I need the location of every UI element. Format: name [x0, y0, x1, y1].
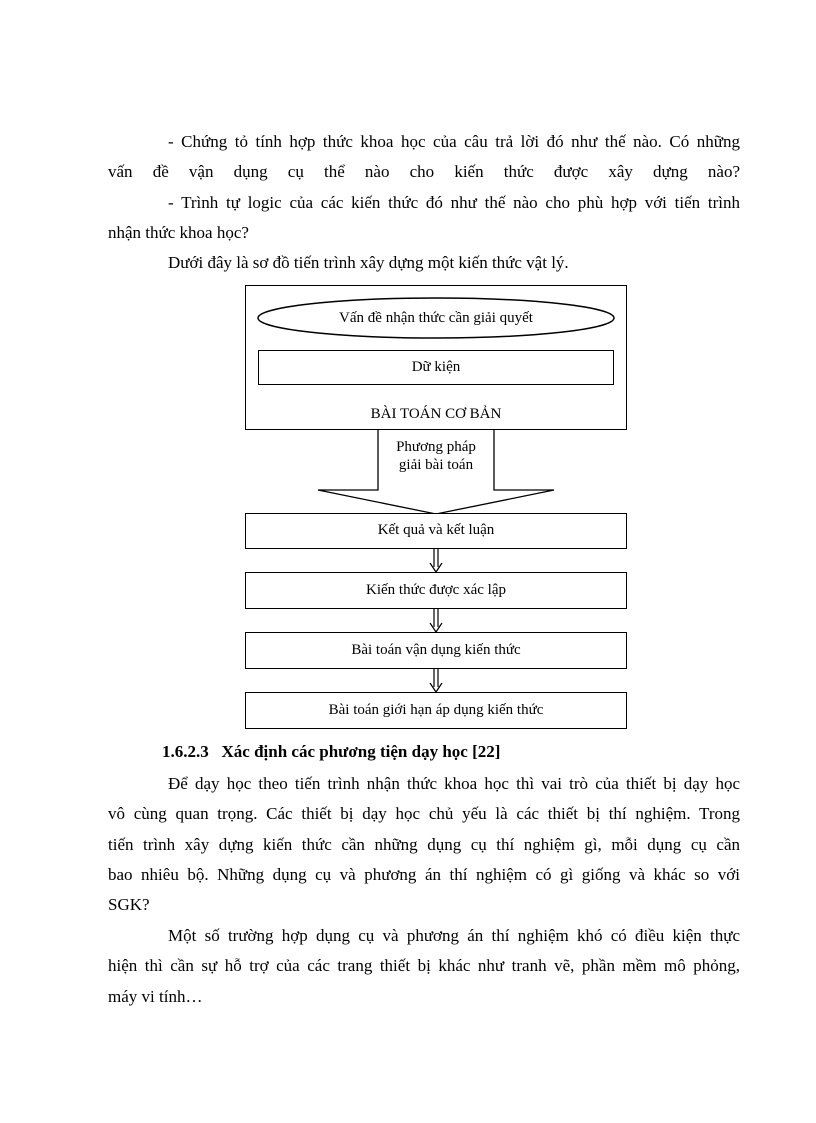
data-box: [258, 350, 614, 385]
paragraph-line: nhận thức khoa học?: [108, 223, 249, 242]
paragraph-line: Dưới đây là sơ đồ tiến trình xây dựng một kiến thức vật lý.: [168, 253, 569, 272]
basic-problem-label: BÀI TOÁN CƠ BẢN: [370, 406, 502, 422]
section-heading: [162, 741, 794, 763]
knowledge-label: Kiến thức được xác lập: [366, 582, 506, 598]
data-label: Dữ kiện: [411, 359, 461, 375]
paragraph-line: Một số trường hợp dụng cụ và phương án thí nghiệm khó có điều kiện thực: [168, 926, 740, 945]
connector-arrow-2: [430, 609, 442, 632]
paragraph-line: máy vi tính…: [108, 987, 203, 1006]
application-box: [245, 632, 627, 669]
paragraph-line: tiến trình xây dựng kiến thức cần những dụng cụ thí nghiệm gì, mỗi dụng cụ cần: [108, 835, 740, 854]
paragraph-line: vấn đề vận dụng cụ thể nào cho kiến thức được xây dựng nào?: [108, 162, 740, 181]
connector-arrow-1: [430, 549, 442, 572]
limit-label: Bài toán giới hạn áp dụng kiến thức: [328, 702, 544, 718]
problem-label: Vấn đề nhận thức cần giải quyết: [339, 310, 533, 326]
paragraph-line: - Chứng tỏ tính hợp thức khoa học của câu trả lời đó như thế nào. Có những: [168, 132, 740, 151]
method-label-line1: Phương pháp: [396, 439, 476, 455]
paragraph-line: - Trình tự logic của các kiến thức đó như thế nào cho phù hợp với tiến trình: [168, 193, 740, 212]
paragraph-line: SGK?: [108, 895, 150, 914]
paragraph-line: vô cùng quan trọng. Các thiết bị dạy học chủ yếu là các thiết bị thí nghiệm. Trong: [108, 804, 740, 823]
paragraph-line: Để dạy học theo tiến trình nhận thức khoa học thì vai trò của thiết bị dạy học: [168, 774, 740, 793]
result-box: [245, 513, 627, 549]
limit-box: [245, 692, 627, 729]
paragraph-line: hiện thì cần sự hỗ trợ của các trang thiết bị khác như tranh vẽ, phần mềm mô phỏng,: [108, 956, 740, 975]
paragraph-line: bao nhiêu bộ. Những dụng cụ và phương án thí nghiệm có gì giống và khác so với: [108, 865, 740, 884]
section-number: 1.6.2.3: [162, 742, 209, 761]
connector-arrow-3: [430, 669, 442, 692]
section-title: Xác định các phương tiện dạy học [22]: [221, 742, 501, 761]
result-label: Kết quả và kết luận: [377, 522, 495, 538]
knowledge-box: [245, 572, 627, 609]
application-label: Bài toán vận dụng kiến thức: [351, 642, 521, 658]
method-label-line2: giải bài toán: [398, 457, 474, 473]
